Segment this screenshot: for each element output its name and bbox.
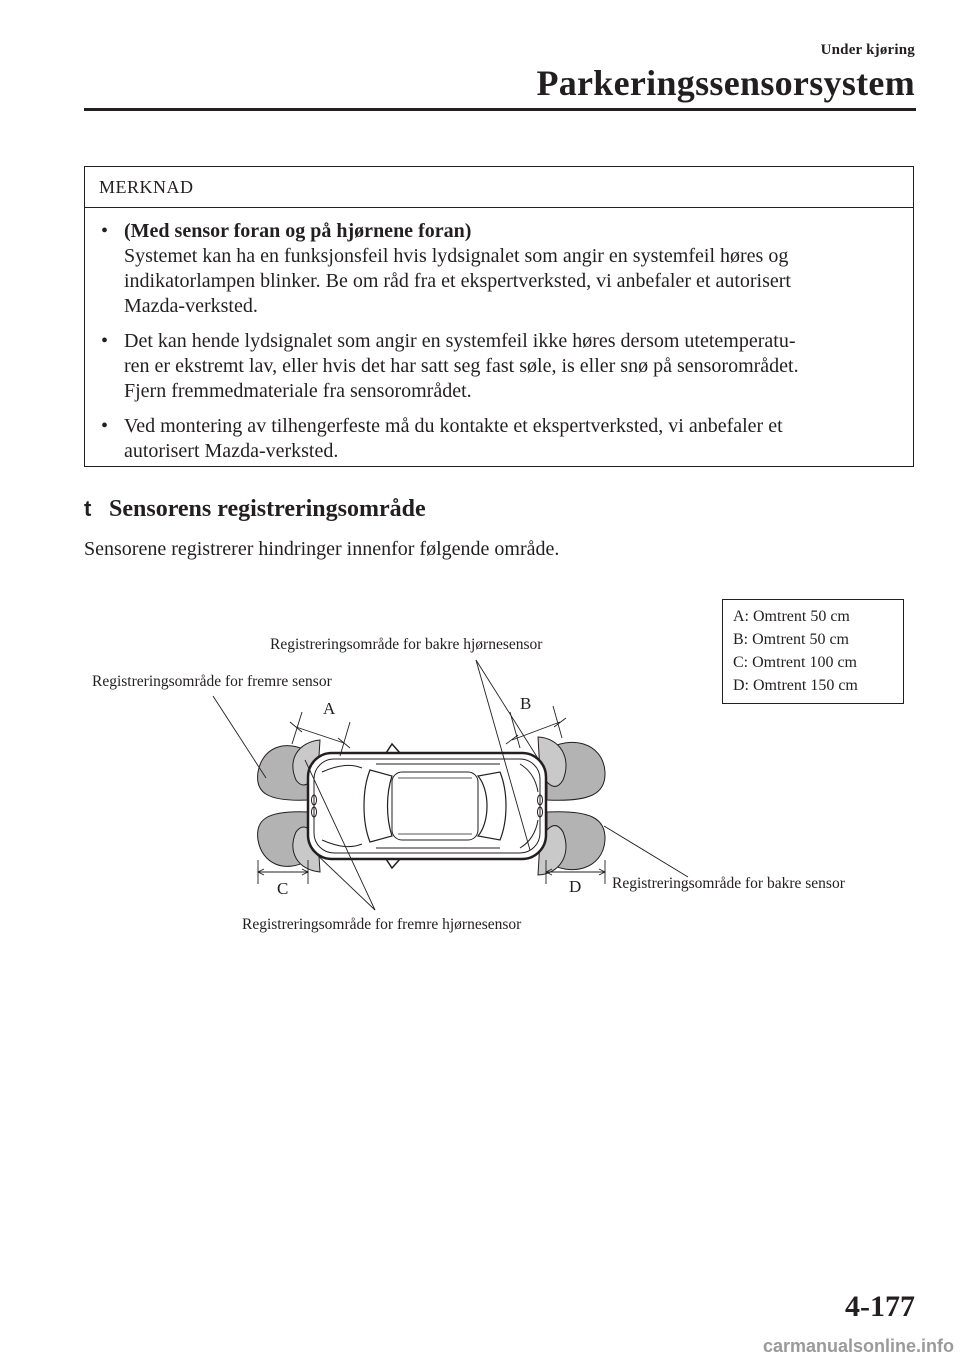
legend-item-b: B: Omtrent 50 cm [733,631,849,648]
page-title: Parkeringssensorsystem [536,63,915,103]
note-line: Systemet kan ha en funksjonsfeil hvis lydsignalet som angir en systemfeil høres og [124,245,789,267]
section-marker: t [84,496,92,521]
section-kicker: Under kjøring [820,42,915,58]
bullet-icon: • [101,330,109,352]
letter-d: D [569,877,582,896]
label-rear-zone: Registreringsområde for bakre sensor [612,875,845,892]
note-line: autorisert Mazda-verksted. [124,440,339,462]
legend-item-c: C: Omtrent 100 cm [733,654,857,671]
note-line: Mazda-verksted. [124,295,258,317]
legend-item-a: A: Omtrent 50 cm [733,608,850,625]
dimension-b [506,706,566,748]
car-outline [308,744,546,868]
bullet-icon: • [101,415,109,437]
bullet-icon: • [101,220,109,242]
letter-a: A [323,699,336,718]
section-heading-text: Sensorens registreringsområde [109,496,426,522]
note-item-bold: (Med sensor foran og på hjørnene foran) [124,220,472,242]
note-heading: MERKNAD [85,167,913,208]
note-line: indikatorlampen blinker. Be om råd fra et ekspertverksted, vi anbefaler et autorisert [124,270,791,292]
label-rear-corner-zone: Registreringsområde for bakre hjørnesensor [270,636,543,653]
note-line: Det kan hende lydsignalet som angir en systemfeil ikke høres dersom utetemperatu- [124,330,796,352]
note-line: Ved montering av tilhengerfeste må du kontakte et ekspertverksted, vi anbefaler et [124,415,783,437]
note-line: ren er ekstremt lav, eller hvis det har satt seg fast søle, is eller snø på sensorområdet. [124,355,799,377]
watermark: carmanualsonline.info [762,1336,954,1356]
label-front-corner-zone: Registreringsområde for fremre hjørnesensor [242,916,522,933]
note-line: Fjern fremmedmateriale fra sensorområdet. [124,380,472,402]
section-intro: Sensorene registrerer hindringer innenfor følgende område. [84,538,560,560]
letter-b: B [520,694,532,713]
letter-c: C [277,879,289,898]
label-front-zone: Registreringsområde for fremre sensor [92,673,332,690]
legend-item-d: D: Omtrent 150 cm [733,677,858,694]
page-number: 4-177 [845,1290,915,1323]
